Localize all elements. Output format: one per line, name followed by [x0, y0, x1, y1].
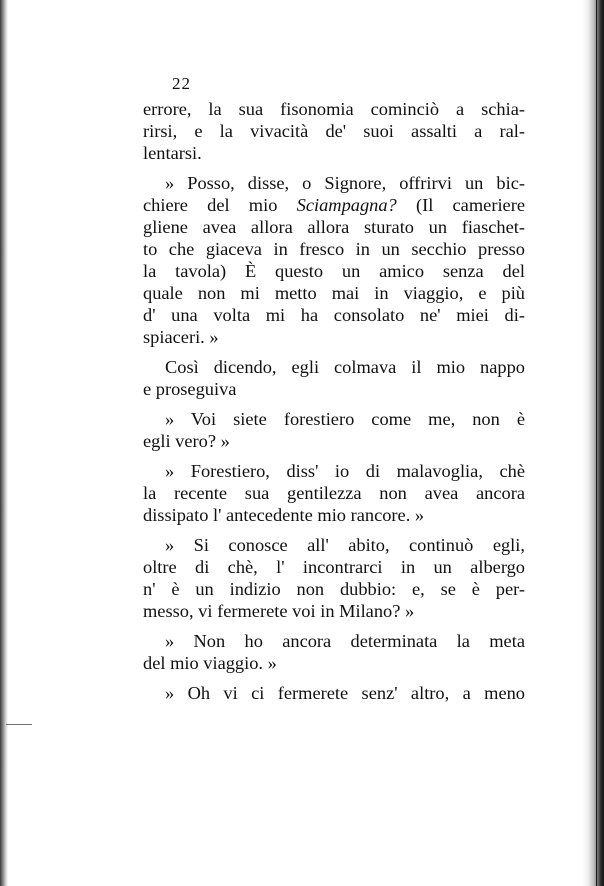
paragraph-2-cont [143, 194, 525, 348]
page-edge-line [596, 0, 597, 886]
text-line: spiaceri. » [143, 327, 219, 347]
text-line: Così dicendo, egli colmava il mio nappo [165, 357, 525, 377]
paragraph-3 [143, 356, 525, 400]
binding-shadow [0, 0, 8, 886]
text-line: lentarsi. [143, 143, 202, 163]
text-line: quale non mi metto mai in viaggio, e più [143, 283, 525, 303]
paragraph-4 [143, 408, 525, 452]
text-line: messo, vi fermerete voi in Milano? » [143, 601, 415, 621]
text-line: egli vero? » [143, 431, 230, 451]
text-line: la tavola) È questo un amico senza del [143, 261, 525, 281]
paragraph-8 [143, 682, 525, 704]
text-line: to che giaceva in fresco in un secchio presso [143, 239, 525, 259]
text-line: » Forestiero, diss' io di malavoglia, chè [165, 461, 525, 481]
text-line: n' è un indizio non dubbio: e, se è per- [143, 579, 525, 599]
text-line: e proseguiva [143, 379, 237, 399]
text-line: gliene avea allora allora sturato un fiaschet- [143, 217, 525, 237]
paragraph-1 [143, 98, 525, 164]
paragraph-2 [143, 172, 525, 194]
paragraph-6 [143, 534, 525, 622]
italic-word: Sciampagna? [296, 195, 397, 215]
text-line: » Si conosce all' abito, continuò egli, [165, 535, 525, 555]
body-text [143, 98, 525, 712]
text-fragment: (Il cameriere [396, 195, 525, 215]
text-line: oltre di chè, l' incontrarci in un albergo [143, 557, 525, 577]
text-line: d' una volta mi ha consolato ne' miei di- [143, 305, 525, 325]
text-line: la recente sua gentilezza non avea ancora [143, 483, 525, 503]
page-edge [582, 0, 604, 886]
paragraph-7 [143, 630, 525, 674]
text-line: errore, la sua fisonomia cominciò a schia- [143, 99, 525, 119]
text-line: dissipato l' antecedente mio rancore. » [143, 505, 425, 525]
text-line: » Non ho ancora determinata la meta [165, 631, 525, 651]
text-line-with-italic [143, 194, 525, 216]
text-line: del mio viaggio. » [143, 653, 277, 673]
paragraph-5 [143, 460, 525, 526]
text-fragment: chiere del mio [143, 195, 297, 215]
text-line: » Posso, disse, o Signore, offrirvi un bic- [165, 173, 525, 193]
text-line: » Oh vi ci fermerete senz' altro, a meno [165, 683, 525, 703]
text-line: rirsi, e la vivacità de' suoi assalti a ral- [143, 121, 525, 141]
page-number: 22 [172, 74, 191, 93]
scan-mark [6, 724, 32, 725]
text-line: » Voi siete forestiero come me, non è [165, 409, 525, 429]
